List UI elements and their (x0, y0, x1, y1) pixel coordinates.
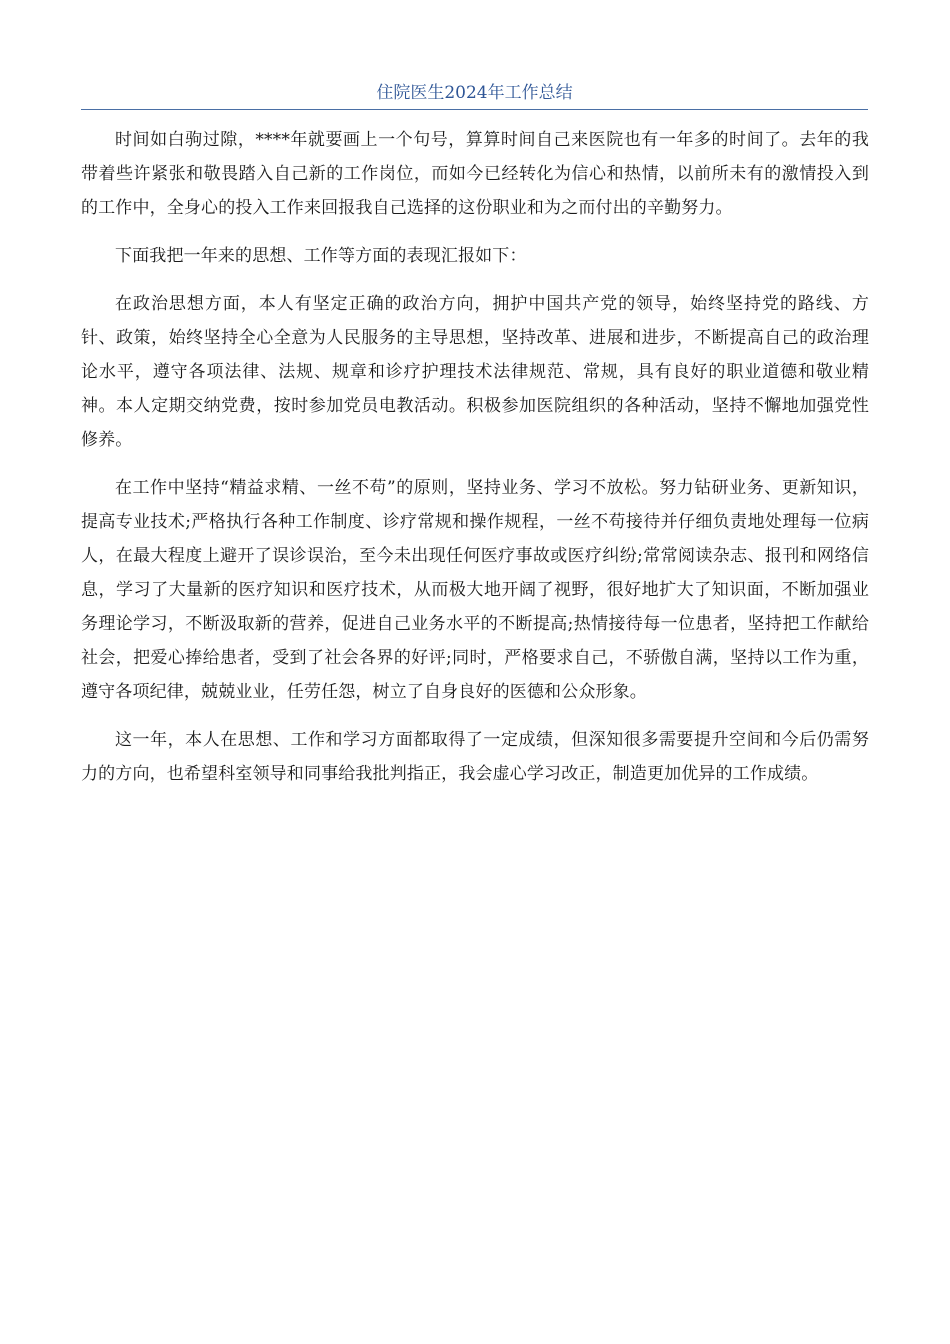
document-body (81, 123, 869, 805)
paragraph-report-lead: 下面我把一年来的思想、工作等方面的表现汇报如下： (115, 246, 527, 266)
paragraph-intro: 时间如白驹过隙，****年就要画上一个句号，算算时间自己来医院也有一年多的时间了。去年的我带着些许紧张和敬畏踏入自己新的工作岗位，而如今已经转化为信心和热情，以前所未有的激情投入到的工作中，全身心的投入工作来回报我自己选择的这份职业和为之而付出的辛勤努力。 (81, 130, 869, 218)
document-header (81, 80, 868, 110)
paragraph-conclusion: 这一年，本人在思想、工作和学习方面都取得了一定成绩，但深知很多需要提升空间和今后仍需努力的方向，也希望科室领导和同事给我批判指正，我会虚心学习改正，制造更加优异的工作成绩。 (81, 730, 869, 784)
document-title: 住院医生2024年工作总结 (376, 83, 573, 103)
paragraph-work: 在工作中坚持“精益求精、一丝不苟”的原则，坚持业务、学习不放松。努力钻研业务、更新知识，提高专业技术;严格执行各种工作制度、诊疗常规和操作规程，一丝不苟接待并仔细负责地处理每一位病人，在最大程度上避开了误诊误治，至今未出现任何医疗事故或医疗纠纷;常常阅读杂志、报刊和网络信息，学习了大量新的医疗知识和医疗技术，从而极大地开阔了视野，很好地扩大了知识面，不断加强业务理论学习，不断汲取新的营养，促进自己业务水平的不断提高;热情接待每一位患者，坚持把工作献给社会，把爱心捧给患者，受到了社会各界的好评;同时，严格要求自己，不骄傲自满，坚持以工作为重，遵守各项纪律，兢兢业业，任劳任怨，树立了自身良好的医德和公众形象。 (81, 478, 869, 702)
paragraph-political: 在政治思想方面，本人有坚定正确的政治方向，拥护中国共产党的领导，始终坚持党的路线、方针、政策，始终坚持全心全意为人民服务的主导思想，坚持改革、进展和进步，不断提高自己的政治理论水平，遵守各项法律、法规、规章和诊疗护理技术法律规范、常规，具有良好的职业道德和敬业精神。本人定期交纳党费，按时参加党员电教活动。积极参加医院组织的各种活动，坚持不懈地加强党性修养。 (81, 294, 869, 450)
